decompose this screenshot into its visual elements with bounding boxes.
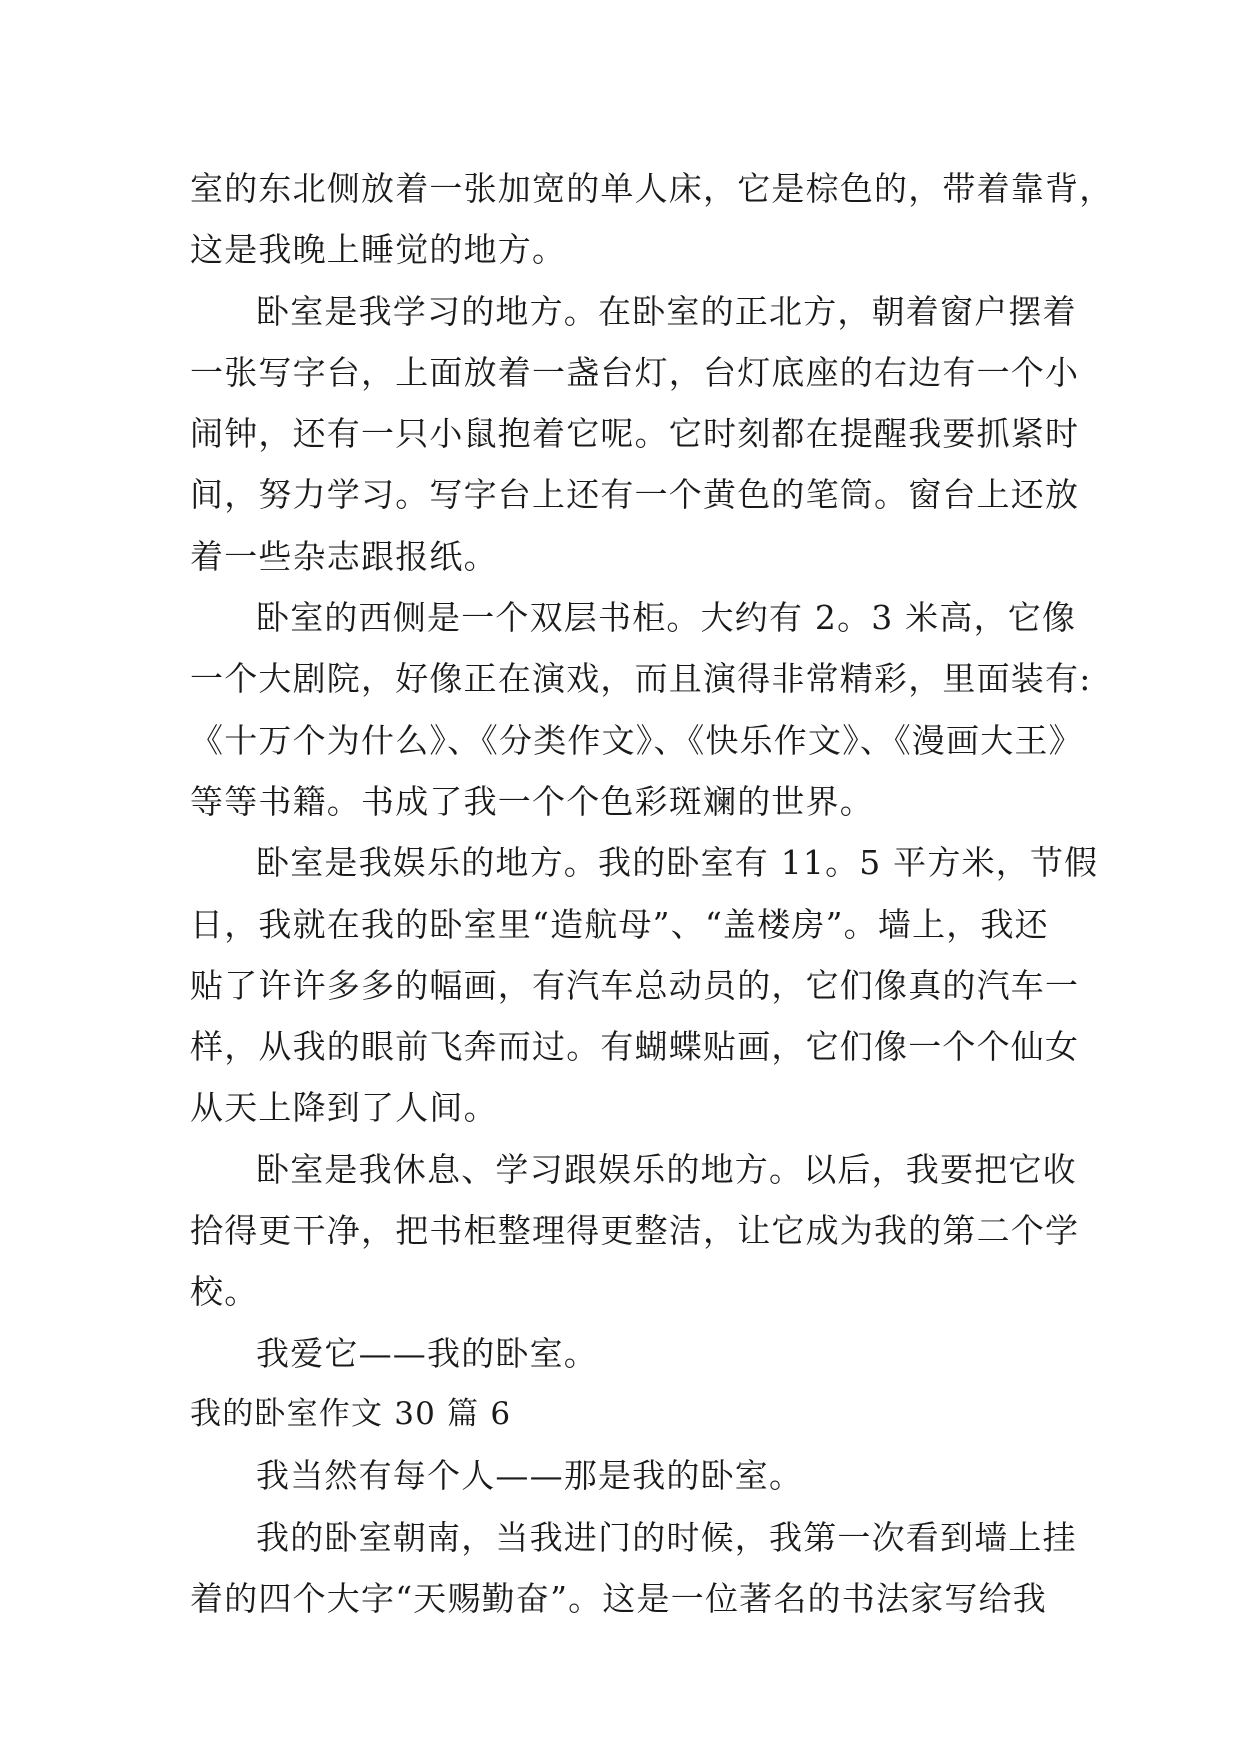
text-line: 拾得更干净，把书柜整理得更整洁，让它成为我的第二个学 [190,1211,1080,1251]
text-line: 日，我就在我的卧室里“造航母”、“盖楼房”。墙上，我还 [190,904,1049,944]
text-line: 着的四个大字“天赐勤奋”。这是一位著名的书法家写给我 [190,1578,1047,1618]
text-line: 从天上降到了人间。 [190,1088,498,1128]
paragraph-start-line: 卧室的西侧是一个双层书柜。大约有 2。3 米高，它像 [256,598,1077,638]
text-line: 一个大剧院，好像正在演戏，而且演得非常精彩，里面装有: [190,659,1092,699]
text-line: 着一些杂志跟报纸。 [190,536,498,576]
paragraph-start-line: 卧室是我娱乐的地方。我的卧室有 11。5 平方米，节假 [256,843,1099,883]
text-line: 样，从我的眼前飞奔而过。有蝴蝶贴画，它们像一个个仙女 [190,1027,1080,1067]
paragraph-start-line: 我爱它——我的卧室。 [256,1333,598,1373]
paragraph-start-line: 我的卧室朝南，当我进门的时候，我第一次看到墙上挂 [256,1517,1077,1557]
text-line: 等等书籍。书成了我一个个色彩斑斓的世界。 [190,781,874,821]
text-line: 贴了许许多多的幅画，有汽车总动员的，它们像真的汽车一 [190,965,1080,1005]
text-line: 《十万个为什么》、《分类作文》、《快乐作文》、《漫画大王》 [190,720,1083,760]
section-heading: 我的卧室作文 30 篇 6 [190,1395,512,1432]
text-line: 室的东北侧放着一张加宽的单人床，它是棕色的，带着靠背， [190,169,1114,208]
paragraph-start-line: 我当然有每个人——那是我的卧室。 [256,1456,804,1496]
paragraph-start-line: 卧室是我学习的地方。在卧室的正北方，朝着窗户摆着 [256,291,1077,331]
text-line: 一张写字台，上面放着一盏台灯，台灯底座的右边有一个小 [190,352,1080,392]
text-line: 校。 [190,1272,259,1312]
text-line: 这是我晚上睡觉的地方。 [190,230,567,270]
document-page [190,158,1114,1629]
text-line: 闹钟，还有一只小鼠抱着它呢。它时刻都在提醒我要抓紧时 [190,414,1080,454]
text-line: 间，努力学习。写字台上还有一个黄色的笔筒。窗台上还放 [190,475,1080,515]
paragraph-start-line: 卧室是我休息、学习跟娱乐的地方。以后，我要把它收 [256,1149,1077,1189]
